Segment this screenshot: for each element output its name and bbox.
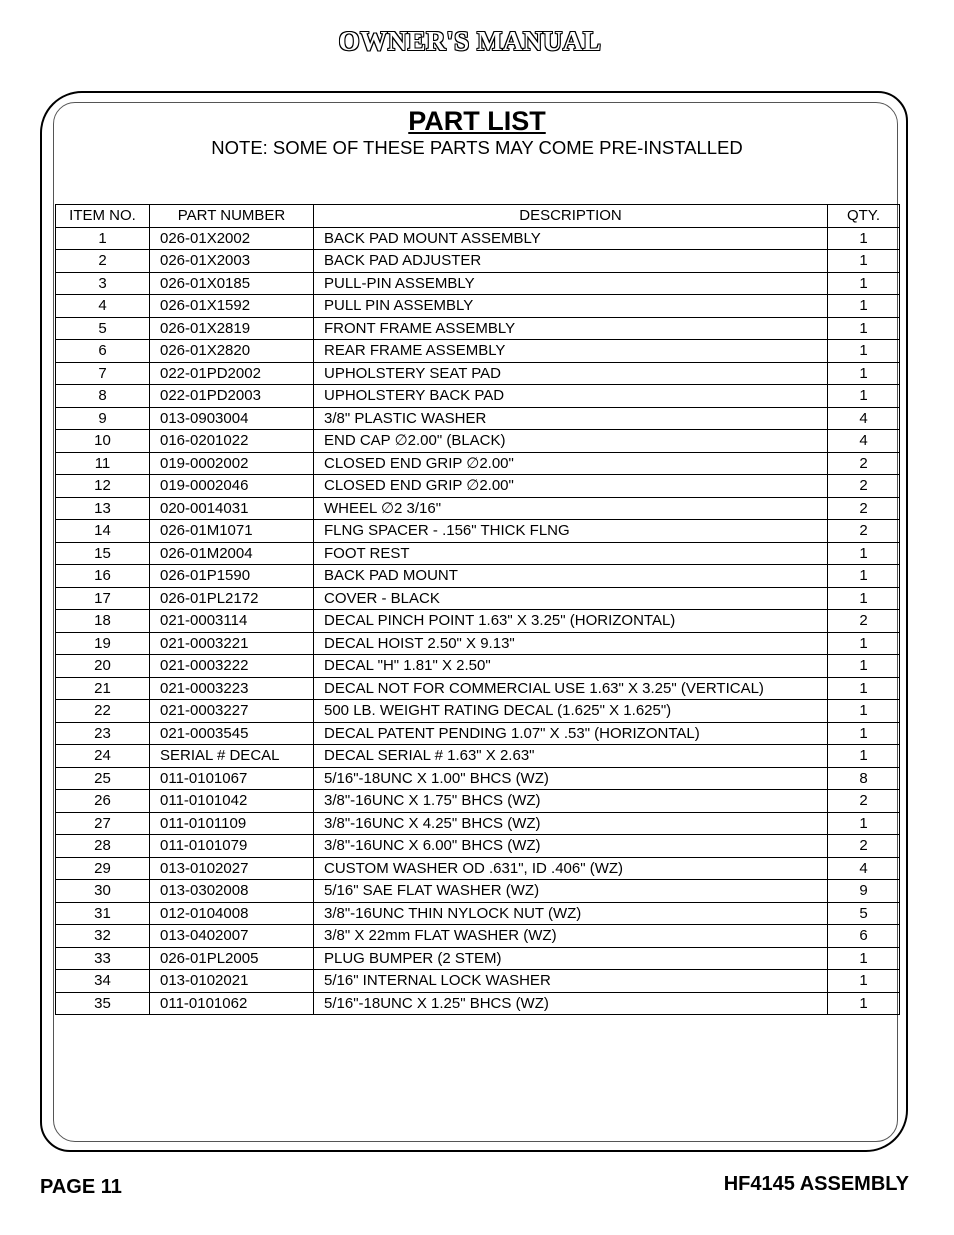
part-number-cell: 026-01PL2172 (150, 587, 314, 610)
qty-cell: 2 (828, 790, 900, 813)
model-assembly-label: HF4145 ASSEMBLY (723, 1173, 909, 1195)
part-number-cell: 013-0903004 (150, 407, 314, 430)
part-number-cell: 012-0104008 (150, 902, 314, 925)
table-header-row (56, 205, 900, 228)
item-no-cell: 14 (56, 520, 150, 543)
part-number-cell: 011-0101079 (150, 835, 314, 858)
part-number-cell: 026-01X2819 (150, 317, 314, 340)
description-cell: COVER - BLACK (314, 587, 828, 610)
item-no-cell: 19 (56, 632, 150, 655)
table-row (56, 385, 900, 408)
qty-cell: 5 (828, 902, 900, 925)
part-number-cell: 021-0003223 (150, 677, 314, 700)
table-row (56, 925, 900, 948)
column-header-qty: QTY. (828, 205, 900, 228)
qty-cell: 1 (828, 227, 900, 250)
part-number-cell: 026-01X2820 (150, 340, 314, 363)
table-row (56, 565, 900, 588)
description-cell: 5/16" SAE FLAT WASHER (WZ) (314, 880, 828, 903)
item-no-cell: 5 (56, 317, 150, 340)
item-no-cell: 24 (56, 745, 150, 768)
qty-cell: 8 (828, 767, 900, 790)
part-number-cell: 026-01X2002 (150, 227, 314, 250)
description-cell: CLOSED END GRIP ∅2.00" (314, 475, 828, 498)
table-row (56, 542, 900, 565)
description-cell: CLOSED END GRIP ∅2.00" (314, 452, 828, 475)
table-row (56, 767, 900, 790)
description-cell: PULL PIN ASSEMBLY (314, 295, 828, 318)
item-no-cell: 12 (56, 475, 150, 498)
description-cell: PULL-PIN ASSEMBLY (314, 272, 828, 295)
description-cell: 3/8"-16UNC THIN NYLOCK NUT (WZ) (314, 902, 828, 925)
table-row (56, 722, 900, 745)
item-no-cell: 22 (56, 700, 150, 723)
part-number-cell: 022-01PD2003 (150, 385, 314, 408)
description-cell: 3/8" PLASTIC WASHER (314, 407, 828, 430)
item-no-cell: 4 (56, 295, 150, 318)
part-list-title: PART LIST (408, 106, 546, 136)
description-cell: UPHOLSTERY BACK PAD (314, 385, 828, 408)
item-no-cell: 8 (56, 385, 150, 408)
qty-cell: 1 (828, 385, 900, 408)
part-number-cell: 011-0101109 (150, 812, 314, 835)
qty-cell: 1 (828, 587, 900, 610)
item-no-cell: 26 (56, 790, 150, 813)
description-cell: BACK PAD MOUNT ASSEMBLY (314, 227, 828, 250)
table-row (56, 475, 900, 498)
description-cell: 3/8" X 22mm FLAT WASHER (WZ) (314, 925, 828, 948)
item-no-cell: 27 (56, 812, 150, 835)
part-number-cell: 011-0101042 (150, 790, 314, 813)
description-cell: REAR FRAME ASSEMBLY (314, 340, 828, 363)
part-number-cell: 021-0003222 (150, 655, 314, 678)
item-no-cell: 13 (56, 497, 150, 520)
qty-cell: 2 (828, 520, 900, 543)
qty-cell: 2 (828, 610, 900, 633)
table-row (56, 835, 900, 858)
description-cell: 3/8"-16UNC X 1.75" BHCS (WZ) (314, 790, 828, 813)
qty-cell: 1 (828, 992, 900, 1015)
description-cell: DECAL HOIST 2.50" X 9.13" (314, 632, 828, 655)
qty-cell: 1 (828, 272, 900, 295)
table-row (56, 745, 900, 768)
qty-cell: 1 (828, 317, 900, 340)
qty-cell: 4 (828, 430, 900, 453)
table-row (56, 992, 900, 1015)
manual-title: OWNER'S MANUAL (338, 26, 602, 56)
table-row (56, 272, 900, 295)
item-no-cell: 23 (56, 722, 150, 745)
part-number-cell: SERIAL # DECAL (150, 745, 314, 768)
item-no-cell: 30 (56, 880, 150, 903)
description-cell: 500 LB. WEIGHT RATING DECAL (1.625" X 1.625") (314, 700, 828, 723)
part-number-cell: 021-0003221 (150, 632, 314, 655)
description-cell: FOOT REST (314, 542, 828, 565)
item-no-cell: 31 (56, 902, 150, 925)
item-no-cell: 17 (56, 587, 150, 610)
item-no-cell: 7 (56, 362, 150, 385)
item-no-cell: 28 (56, 835, 150, 858)
qty-cell: 1 (828, 632, 900, 655)
qty-cell: 9 (828, 880, 900, 903)
table-row (56, 407, 900, 430)
item-no-cell: 33 (56, 947, 150, 970)
description-cell: 5/16"-18UNC X 1.00" BHCS (WZ) (314, 767, 828, 790)
qty-cell: 4 (828, 407, 900, 430)
part-number-cell: 011-0101067 (150, 767, 314, 790)
description-cell: WHEEL ∅2 3/16" (314, 497, 828, 520)
description-cell: BACK PAD MOUNT (314, 565, 828, 588)
part-number-cell: 019-0002046 (150, 475, 314, 498)
description-cell: DECAL NOT FOR COMMERCIAL USE 1.63" X 3.25" (VERTICAL) (314, 677, 828, 700)
description-cell: BACK PAD ADJUSTER (314, 250, 828, 273)
table-row (56, 790, 900, 813)
part-number-cell: 026-01X1592 (150, 295, 314, 318)
item-no-cell: 25 (56, 767, 150, 790)
part-number-cell: 026-01M1071 (150, 520, 314, 543)
qty-cell: 1 (828, 655, 900, 678)
part-number-cell: 013-0302008 (150, 880, 314, 903)
qty-cell: 1 (828, 970, 900, 993)
parts-table-body (56, 227, 900, 1015)
part-number-cell: 016-0201022 (150, 430, 314, 453)
table-row (56, 677, 900, 700)
qty-cell: 1 (828, 565, 900, 588)
description-cell: 3/8"-16UNC X 6.00" BHCS (WZ) (314, 835, 828, 858)
part-number-cell: 026-01X0185 (150, 272, 314, 295)
table-row (56, 250, 900, 273)
table-row (56, 857, 900, 880)
item-no-cell: 9 (56, 407, 150, 430)
description-cell: PLUG BUMPER (2 STEM) (314, 947, 828, 970)
table-row (56, 430, 900, 453)
part-number-cell: 013-0402007 (150, 925, 314, 948)
column-header-part-number: PART NUMBER (150, 205, 314, 228)
table-row (56, 655, 900, 678)
page-number: PAGE 11 (40, 1176, 122, 1198)
qty-cell: 1 (828, 250, 900, 273)
item-no-cell: 16 (56, 565, 150, 588)
table-row (56, 902, 900, 925)
description-cell: END CAP ∅2.00" (BLACK) (314, 430, 828, 453)
qty-cell: 1 (828, 700, 900, 723)
part-number-cell: 022-01PD2002 (150, 362, 314, 385)
table-row (56, 970, 900, 993)
part-number-cell: 021-0003227 (150, 700, 314, 723)
qty-cell: 6 (828, 925, 900, 948)
part-number-cell: 026-01M2004 (150, 542, 314, 565)
table-row (56, 610, 900, 633)
qty-cell: 1 (828, 340, 900, 363)
description-cell: DECAL "H" 1.81" X 2.50" (314, 655, 828, 678)
item-no-cell: 35 (56, 992, 150, 1015)
qty-cell: 2 (828, 452, 900, 475)
item-no-cell: 15 (56, 542, 150, 565)
description-cell: UPHOLSTERY SEAT PAD (314, 362, 828, 385)
item-no-cell: 1 (56, 227, 150, 250)
table-row (56, 227, 900, 250)
item-no-cell: 10 (56, 430, 150, 453)
part-number-cell: 013-0102027 (150, 857, 314, 880)
part-number-cell: 020-0014031 (150, 497, 314, 520)
qty-cell: 2 (828, 835, 900, 858)
column-header-description: DESCRIPTION (314, 205, 828, 228)
table-row (56, 340, 900, 363)
qty-cell: 2 (828, 475, 900, 498)
part-number-cell: 011-0101062 (150, 992, 314, 1015)
table-row (56, 520, 900, 543)
description-cell: CUSTOM WASHER OD .631", ID .406" (WZ) (314, 857, 828, 880)
description-cell: DECAL PINCH POINT 1.63" X 3.25" (HORIZONTAL) (314, 610, 828, 633)
description-cell: DECAL SERIAL # 1.63" X 2.63" (314, 745, 828, 768)
item-no-cell: 34 (56, 970, 150, 993)
qty-cell: 1 (828, 812, 900, 835)
item-no-cell: 3 (56, 272, 150, 295)
qty-cell: 1 (828, 745, 900, 768)
table-row (56, 317, 900, 340)
item-no-cell: 2 (56, 250, 150, 273)
qty-cell: 2 (828, 497, 900, 520)
table-row (56, 587, 900, 610)
qty-cell: 1 (828, 677, 900, 700)
table-row (56, 947, 900, 970)
item-no-cell: 11 (56, 452, 150, 475)
table-row (56, 452, 900, 475)
table-row (56, 497, 900, 520)
part-number-cell: 026-01X2003 (150, 250, 314, 273)
description-cell: FLNG SPACER - .156" THICK FLNG (314, 520, 828, 543)
part-number-cell: 013-0102021 (150, 970, 314, 993)
item-no-cell: 29 (56, 857, 150, 880)
item-no-cell: 18 (56, 610, 150, 633)
description-cell: 5/16" INTERNAL LOCK WASHER (314, 970, 828, 993)
table-row (56, 295, 900, 318)
column-header-item-no: ITEM NO. (56, 205, 150, 228)
description-cell: FRONT FRAME ASSEMBLY (314, 317, 828, 340)
table-row (56, 362, 900, 385)
table-row (56, 700, 900, 723)
part-number-cell: 026-01P1590 (150, 565, 314, 588)
qty-cell: 1 (828, 362, 900, 385)
part-number-cell: 026-01PL2005 (150, 947, 314, 970)
table-row (56, 632, 900, 655)
pre-installed-note: NOTE: SOME OF THESE PARTS MAY COME PRE-INSTALLED (211, 137, 743, 158)
part-number-cell: 019-0002002 (150, 452, 314, 475)
item-no-cell: 20 (56, 655, 150, 678)
table-row (56, 812, 900, 835)
qty-cell: 1 (828, 542, 900, 565)
parts-table (55, 204, 900, 1015)
description-cell: DECAL PATENT PENDING 1.07" X .53" (HORIZONTAL) (314, 722, 828, 745)
qty-cell: 1 (828, 722, 900, 745)
item-no-cell: 32 (56, 925, 150, 948)
qty-cell: 4 (828, 857, 900, 880)
item-no-cell: 6 (56, 340, 150, 363)
table-row (56, 880, 900, 903)
description-cell: 3/8"-16UNC X 4.25" BHCS (WZ) (314, 812, 828, 835)
qty-cell: 1 (828, 295, 900, 318)
part-number-cell: 021-0003545 (150, 722, 314, 745)
item-no-cell: 21 (56, 677, 150, 700)
description-cell: 5/16"-18UNC X 1.25" BHCS (WZ) (314, 992, 828, 1015)
qty-cell: 1 (828, 947, 900, 970)
part-number-cell: 021-0003114 (150, 610, 314, 633)
